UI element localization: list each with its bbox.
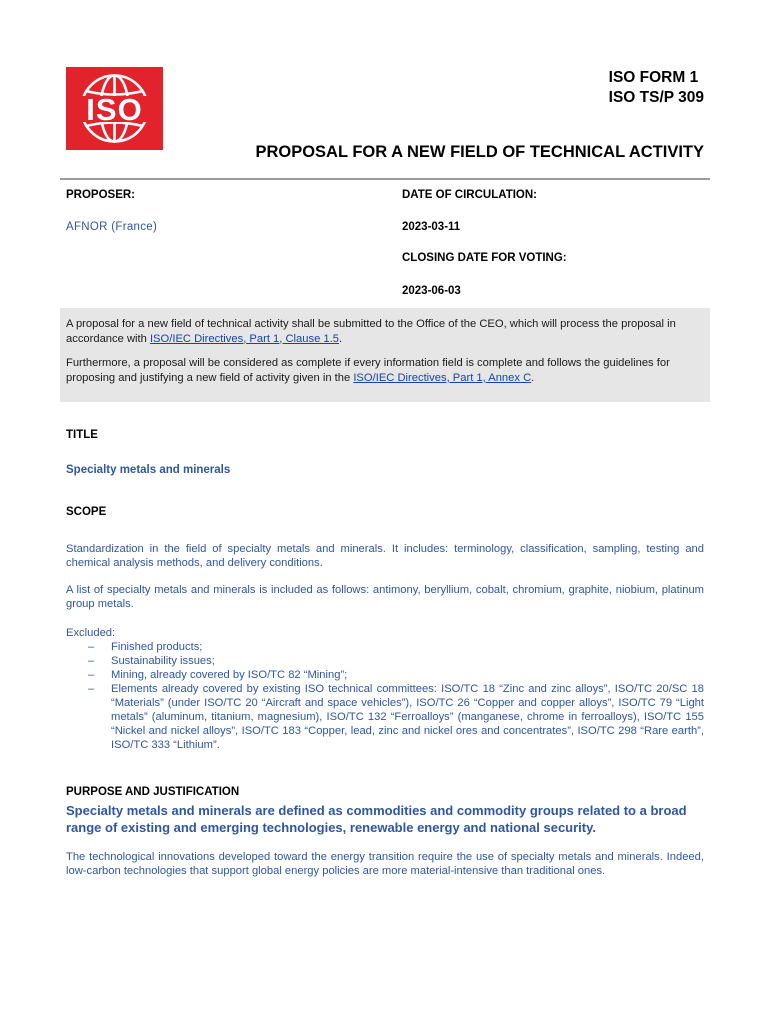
purpose-lead: Specialty metals and minerals are defined as commodities and commodity groups related to a broad range of existing and emerging technologies, renewable energy and national security. — [66, 803, 687, 835]
ts-number: ISO TS/P 309 — [608, 89, 704, 106]
purpose-heading: PURPOSE AND JUSTIFICATION — [66, 786, 240, 798]
excluded-label: Excluded: — [66, 627, 116, 639]
purpose-paragraph: The technological innovations developed toward the energy transition require the use of specialty metals and minerals. Indeed, low-carbon technologies that support global energy policies are more material-intensive than traditional ones. — [66, 851, 704, 877]
notice-text-1: A proposal for a new field of technical activity shall be submitted to the Office of the CEO, which will process the proposal in accordance with — [66, 318, 676, 345]
dash-bullet: – — [88, 641, 95, 653]
excluded-list — [66, 640, 704, 752]
notice-paragraph-1 — [66, 317, 704, 346]
circulation-date-value: 2023-03-11 — [402, 221, 461, 233]
iso-logo — [66, 67, 163, 150]
dash-bullet: – — [88, 655, 95, 667]
scope-paragraph-2: A list of specialty metals and minerals is included as follows: antimony, beryllium, cobalt, chromium, graphite, niobium, platinum group metals. — [66, 584, 704, 610]
proposer-label: PROPOSER: — [66, 189, 136, 201]
logo-text: ISO — [86, 92, 143, 127]
notice-text-2: Furthermore, a proposal will be considered as complete if every information field is complete and follows the guidelines for proposing and justifying a new field of activity given in the — [66, 357, 670, 384]
instructions-notice — [60, 308, 710, 402]
list-item: – Mining, already covered by ISO/TC 82 “Mining”; — [88, 669, 348, 681]
notice-end-2: . — [531, 371, 535, 384]
title-value: Specialty metals and minerals — [66, 464, 231, 476]
directives-clause-link[interactable]: ISO/IEC Directives, Part 1, Clause 1.5 — [149, 332, 339, 345]
closing-date-value: 2023-06-03 — [402, 285, 461, 297]
closing-date-label: CLOSING DATE FOR VOTING: — [402, 252, 567, 264]
title-heading: TITLE — [66, 429, 98, 441]
form-identifier — [609, 68, 704, 108]
proposer-value: AFNOR (France) — [66, 221, 158, 233]
list-item: – Sustainability issues; — [88, 655, 215, 667]
notice-paragraph-2 — [66, 356, 704, 385]
notice-end-1: . — [338, 332, 343, 345]
excluded-block — [66, 626, 704, 752]
iso-globe-icon — [66, 67, 163, 150]
dash-bullet: – — [88, 683, 95, 695]
list-item: – Finished products; — [88, 641, 203, 653]
page-title: PROPOSAL FOR A NEW FIELD OF TECHNICAL ACTIVITY — [255, 143, 704, 161]
scope-paragraph-1: Standardization in the field of specialty metals and minerals. It includes: terminology, classification, sampling, testing and chemical analysis methods, and delivery conditions. — [66, 543, 704, 569]
scope-heading: SCOPE — [66, 506, 107, 518]
header-divider — [60, 178, 710, 180]
circulation-date-label: DATE OF CIRCULATION: — [402, 189, 538, 201]
list-item: – Elements already covered by existing ISO technical committees: ISO/TC 18 “Zinc and zinc alloys”, ISO/TC 20/SC 18 “Materials” (under ISO/TC 20 “Aircraft and space vehicles”), ISO/TC 26 “Copper and copper alloys”, ISO/TC 79 “Light metals” (aluminum, titanium, magnesium), ISO/TC 132 “Ferroalloys” (manganese, chrome in ferroalloys), ISO/TC 155 “Nickel and nickel alloys”, ISO/TC 183 “Copper, lead, zinc and nickel ores and concentrates”, ISO/TC 298 “Rare earth”, ISO/TC 333 “Lithium”. — [88, 683, 704, 751]
directives-annex-link[interactable]: ISO/IEC Directives, Part 1, Annex C — [353, 371, 532, 384]
dash-bullet: – — [88, 669, 95, 681]
form-number: ISO FORM 1 — [608, 69, 699, 86]
